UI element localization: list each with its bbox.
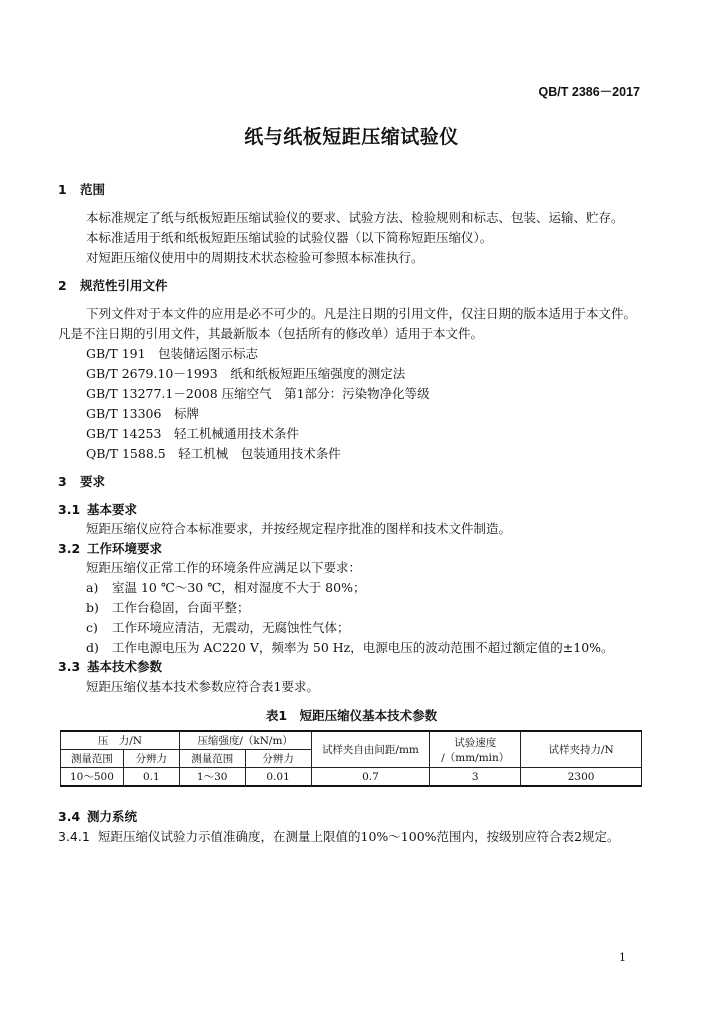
- list-item-text: 工作电源电压为 AC220 V，频率为 50 Hz，电源电压的波动范围不超过额定值的±10%。: [112, 640, 614, 655]
- section-2-heading: [58, 276, 168, 294]
- cell-strength-range: 1～30: [179, 768, 245, 787]
- subheader-resolution: 分辨力: [245, 750, 311, 768]
- section-1-heading: [58, 180, 105, 198]
- header-pressure: 压 力/N: [61, 731, 180, 750]
- header-speed-line-1: 试验速度: [454, 736, 497, 749]
- subsection-title: 测力系统: [87, 809, 138, 824]
- section-3-heading: [58, 472, 105, 490]
- subsection-3-1-text: 短距压缩仪应符合本标准要求，并按经规定程序批准的图样和技术文件制造。: [86, 521, 512, 536]
- reference-item: GB/T 14253 轻工机械通用技术条件: [86, 426, 299, 441]
- header-strength: 压缩强度/（kN/m）: [179, 731, 311, 750]
- list-item: [86, 638, 614, 656]
- list-item-letter: d): [86, 640, 99, 655]
- page-title: 纸与纸板短距压缩试验仪: [244, 126, 459, 148]
- table-row: [61, 768, 642, 787]
- subsection-3-2-text: 短距压缩仪正常工作的环境条件应满足以下要求：: [86, 560, 362, 575]
- section-2-intro-line-2: 凡是不注日期的引用文件，其最新版本（包括所有的修改单）适用于本文件。: [58, 326, 484, 341]
- subsection-number: 3.4: [58, 809, 81, 824]
- list-item-text: 室温 10 ℃～30 ℃，相对湿度不大于 80%；: [112, 580, 366, 595]
- header-gap: 试样夹自由间距/mm: [311, 731, 430, 768]
- subsection-3-3-heading: [58, 657, 162, 675]
- subheader-range: 测量范围: [61, 750, 124, 768]
- reference-item: GB/T 13277.1－2008 压缩空气 第1部分：污染物净化等级: [86, 386, 430, 401]
- header-speed: [430, 731, 521, 768]
- list-item-letter: c): [86, 620, 98, 635]
- header-clamp: 试样夹持力/N: [521, 731, 642, 768]
- section-2-intro-line-1: 下列文件对于本文件的应用是必不可少的。凡是注日期的引用文件，仅注日期的版本适用于本文件。: [86, 306, 637, 321]
- clause-3-4-1: [58, 827, 619, 845]
- subsection-3-1-heading: [58, 500, 137, 518]
- list-item: [86, 618, 350, 636]
- section-number: 2: [58, 278, 67, 293]
- subsection-title: 工作环境要求: [87, 541, 163, 556]
- clause-number: 3.4.1: [58, 829, 90, 844]
- section-number: 1: [58, 182, 67, 197]
- list-item-text: 工作台稳固，台面平整；: [112, 600, 250, 615]
- parameters-table: [60, 730, 642, 787]
- section-1-para-3: 对短距压缩仪使用中的周期技术状态检验可参照本标准执行。: [86, 250, 424, 265]
- subsection-title: 基本要求: [87, 502, 138, 517]
- subsection-3-4-heading: [58, 807, 137, 825]
- subsection-3-2-heading: [58, 539, 162, 557]
- header-speed-line-2: /（mm/min）: [441, 751, 510, 764]
- subsection-number: 3.3: [58, 659, 81, 674]
- section-title: 范围: [80, 182, 106, 197]
- cell-strength-resolution: 0.01: [245, 768, 311, 787]
- subsection-number: 3.1: [58, 502, 81, 517]
- cell-speed: 3: [430, 768, 521, 787]
- list-item-text: 工作环境应清洁，无震动，无腐蚀性气体；: [112, 620, 350, 635]
- cell-gap: 0.7: [311, 768, 430, 787]
- cell-pressure-resolution: 0.1: [123, 768, 179, 787]
- standard-code: QB/T 2386－2017: [538, 85, 640, 99]
- clause-text: 短距压缩仪试验力示值准确度，在测量上限值的10%～100%范围内，按级别应符合表2规定。: [98, 829, 620, 844]
- list-item: [86, 578, 365, 596]
- reference-item: GB/T 2679.10－1993 纸和纸板短距压缩强度的测定法: [86, 366, 406, 381]
- reference-item: GB/T 13306 标牌: [86, 406, 199, 421]
- reference-item: GB/T 191 包装储运图示标志: [86, 346, 259, 361]
- section-title: 要求: [80, 474, 106, 489]
- subsection-3-3-text: 短距压缩仪基本技术参数应符合表1要求。: [86, 679, 319, 694]
- subheader-range: 测量范围: [179, 750, 245, 768]
- section-1-para-1: 本标准规定了纸与纸板短距压缩试验仪的要求、试验方法、检验规则和标志、包装、运输、贮存。: [86, 210, 624, 225]
- table-caption: 表1 短距压缩仪基本技术参数: [265, 708, 438, 723]
- subheader-resolution: 分辨力: [123, 750, 179, 768]
- table-header-row: [61, 731, 642, 750]
- list-item-letter: a): [86, 580, 99, 595]
- cell-clamp: 2300: [521, 768, 642, 787]
- subsection-number: 3.2: [58, 541, 81, 556]
- section-1-para-2: 本标准适用于纸和纸板短距压缩试验的试验仪器（以下简称短距压缩仪）。: [86, 230, 493, 245]
- section-number: 3: [58, 474, 67, 489]
- reference-item: QB/T 1588.5 轻工机械 包装通用技术条件: [86, 446, 341, 461]
- page-number: 1: [619, 951, 626, 964]
- cell-pressure-range: 10～500: [61, 768, 124, 787]
- list-item-letter: b): [86, 600, 99, 615]
- subsection-title: 基本技术参数: [87, 659, 163, 674]
- list-item: [86, 598, 250, 616]
- section-title: 规范性引用文件: [80, 278, 168, 293]
